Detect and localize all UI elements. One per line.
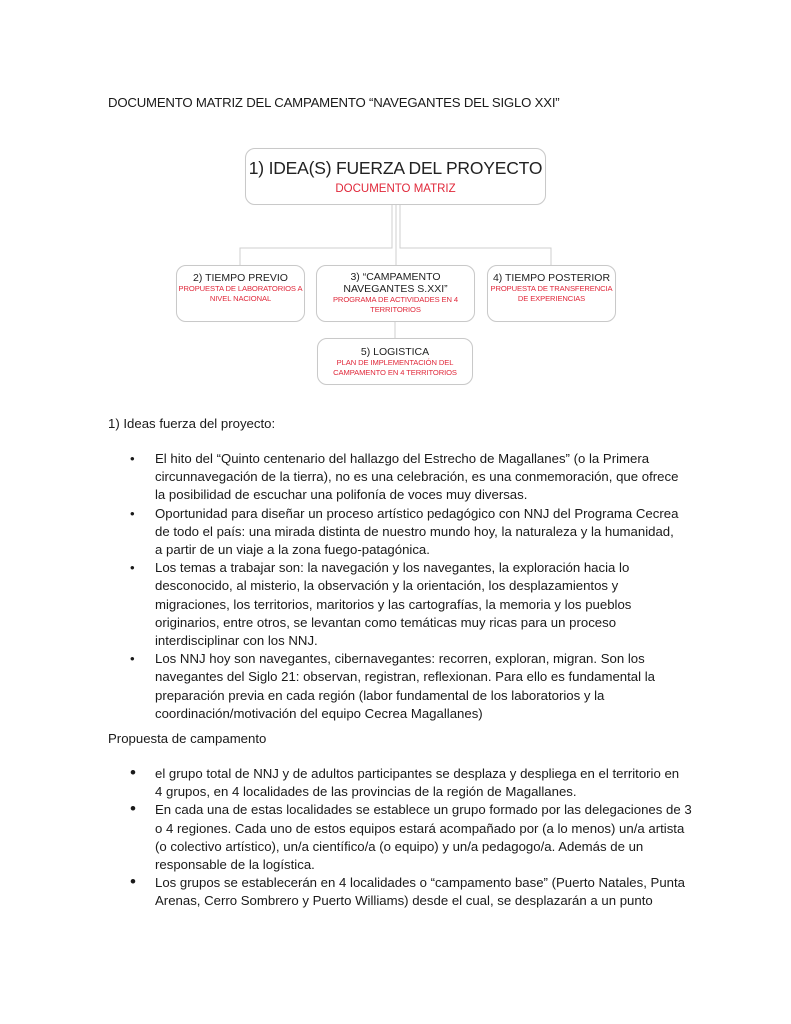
- connector-root-left: [240, 205, 392, 265]
- list-item-line: o 4 regiones. Cada uno de estos equipos estará acompañado por (a lo menos) un/a artista: [155, 820, 685, 836]
- list-item: [108, 559, 708, 650]
- diagram-root-sub: DOCUMENTO MATRIZ: [335, 183, 456, 196]
- diagram-box-tiempo-previo: [176, 265, 305, 322]
- diagram-box-label: 5) LOGISTICA: [360, 346, 430, 358]
- diagram-box-label: 4) TIEMPO POSTERIOR: [492, 272, 611, 284]
- list-item-line: desconocido, al misterio, la observación y la orientación, los desplazamientos y: [155, 578, 619, 594]
- list-item-line: Arenas, Cerro Sombrero y Puerto Williams) desde el cual, se desplazarán a un punto: [155, 893, 653, 909]
- propuesta-list: [108, 765, 708, 911]
- diagram-box-sub: PROPUESTA DE LABORATORIOS A NIVEL NACIONAL: [178, 284, 303, 303]
- list-item-line: originarios, entre otros, se levantan como temáticas muy ricas para un proceso: [155, 614, 617, 630]
- diagram-box-label: 3) “CAMPAMENTO NAVEGANTES S.XXI”: [343, 271, 448, 296]
- list-item-line: preparación previa en cada región (labor fundamental de los laboratorios y la: [155, 687, 605, 703]
- section-heading-propuesta: Propuesta de campamento: [108, 731, 267, 746]
- list-item-line: El hito del “Quinto centenario del hallazgo del Estrecho de Magallanes” (o la Primera: [155, 451, 650, 466]
- ideas-list: [108, 450, 708, 723]
- list-item: [108, 874, 708, 910]
- bullet-icon: •: [130, 451, 135, 466]
- list-item-line: responsable de la logística.: [155, 857, 315, 873]
- list-item-line: circunnavegación de la tierra), no es una celebración, es una conmemoración, que ofrece: [155, 469, 679, 485]
- list-item-line: 4 grupos, en 4 localidades de las provincias de la región de Magallanes.: [155, 784, 577, 800]
- bullet-icon: •: [130, 651, 135, 667]
- connector-root-right: [400, 205, 551, 265]
- list-item-line: Los grupos se establecerán en 4 localidades o “campamento base” (Puerto Natales, Punta: [155, 875, 686, 891]
- list-item: [108, 765, 708, 801]
- list-item: [108, 650, 708, 723]
- diagram-box-label: 2) TIEMPO PREVIO: [193, 272, 288, 284]
- list-item: [108, 801, 708, 874]
- list-item-line: migraciones, los territorios, maritorios y las cartografías, la memoria y los pueblos: [155, 596, 632, 612]
- diagram-box-sub: PROPUESTA DE TRANSFERENCIA DE EXPERIENCIAS: [490, 284, 613, 303]
- list-item: [108, 450, 708, 505]
- document-title: DOCUMENTO MATRIZ DEL CAMPAMENTO “NAVEGANTES DEL SIGLO XXI”: [108, 95, 560, 110]
- diagram-box-sub: PROGRAMA DE ACTIVIDADES EN 4 TERRITORIOS: [332, 295, 459, 314]
- list-item-line: el grupo total de NNJ y de adultos participantes se desplaza y despliega en el territorio en: [155, 766, 680, 781]
- list-item-line: de todo el país: una mirada distinta de nuestro mundo hoy, la naturaleza y la humanidad,: [155, 523, 674, 539]
- list-item-line: Oportunidad para diseñar un proceso artístico pedagógico con NNJ del Programa Cecrea: [155, 505, 679, 521]
- diagram-box-logistica: [317, 338, 473, 385]
- bullet-icon: •: [130, 799, 136, 819]
- list-item-line: Los NNJ hoy son navegantes, cibernavegantes: recorren, exploran, migran. Son los: [155, 651, 645, 667]
- bullet-icon: •: [130, 560, 135, 576]
- section-heading-ideas: 1) Ideas fuerza del proyecto:: [108, 416, 276, 431]
- list-item: [108, 505, 708, 560]
- diagram-root-label: 1) IDEA(S) FUERZA DEL PROYECTO: [248, 158, 543, 178]
- list-item-line: (o colectivo artístico), un/a científico/a (o equipo) y un/a pedagogo/a. Además de un: [155, 838, 644, 854]
- list-item-line: Los temas a trabajar son: la navegación y los navegantes, la exploración hacia lo: [155, 560, 630, 576]
- list-item-line: la posibilidad de escuchar una polifonía de voces muy diversas.: [155, 487, 528, 503]
- list-item-line: En cada una de estas localidades se establece un grupo formado por las delegaciones de 3: [155, 802, 692, 818]
- bullet-icon: •: [130, 505, 135, 521]
- list-item-line: navegantes del Siglo 21: observan, registran, reflexionan. Para ello es fundamental la: [155, 669, 655, 685]
- diagram-box-campamento: [316, 265, 475, 322]
- bullet-icon: •: [130, 763, 136, 782]
- diagram-box-tiempo-posterior: [487, 265, 616, 322]
- bullet-icon: •: [130, 872, 136, 892]
- list-item-line: interdisciplinar con los NNJ.: [155, 633, 318, 649]
- list-item-line: coordinación/motivación del equipo Cecrea Magallanes): [155, 705, 483, 721]
- diagram-root-box: [245, 148, 546, 205]
- list-item-line: a partir de un viaje a la zona fuego-patagónica.: [155, 542, 430, 558]
- diagram-box-sub: PLAN DE IMPLEMENTACIÓN DEL CAMPAMENTO EN 4 TERRITORIOS: [333, 358, 457, 377]
